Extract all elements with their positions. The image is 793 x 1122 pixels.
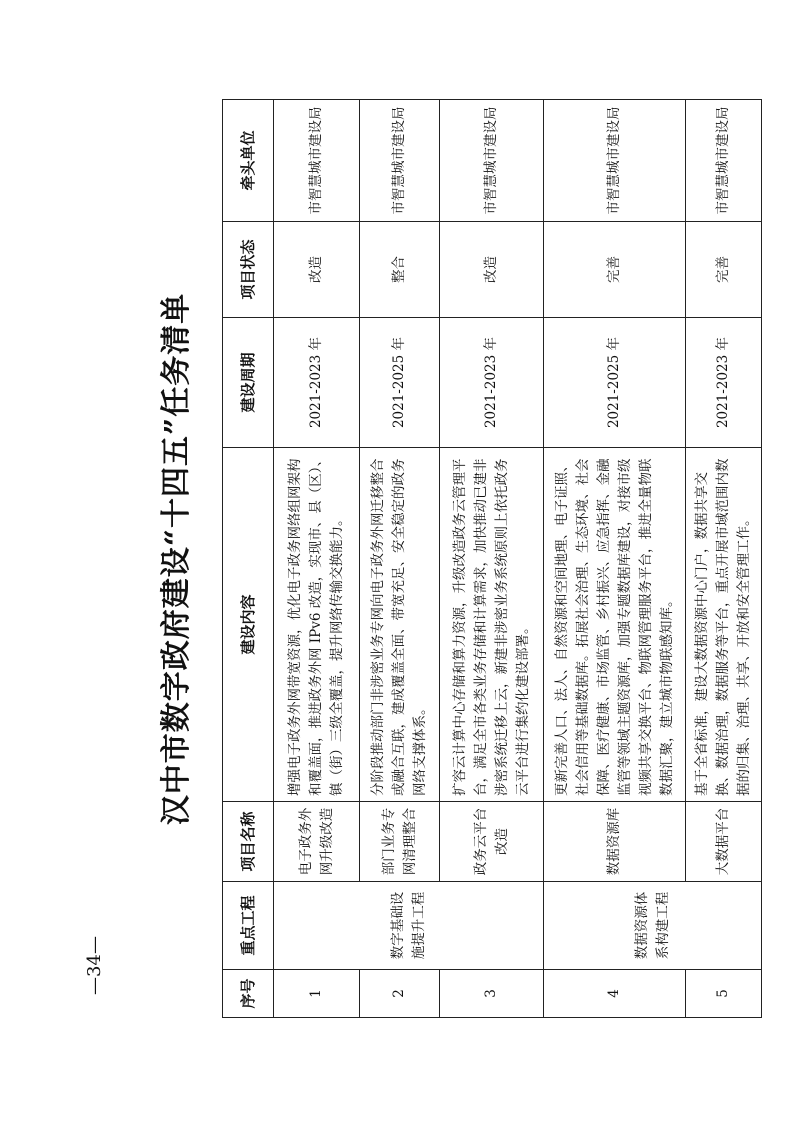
page-number-text: —34—: [83, 935, 105, 995]
row-status: 整合: [360, 222, 440, 318]
row-content: 基于全省标准，建设大数据资源中心门户，数据共享交换、数据治理，数据服务等平台，重点开展市域范围内数据的归集、治理、共享、开放和安全管理工作。: [686, 448, 762, 802]
row-period: 2021-2023 年: [440, 318, 544, 448]
row-no: 1: [274, 970, 360, 1018]
table-row: [274, 100, 360, 1018]
header-period: 建设周期: [223, 318, 274, 448]
group-name: 数字基础设施提升工程: [274, 882, 544, 970]
document-title: 汉中市数字政府建设“十四五”任务清单: [159, 292, 194, 826]
row-status: 改造: [274, 222, 360, 318]
row-project-name: 部门业务专网清理整合: [360, 802, 440, 882]
row-content: 分阶段推动部门非涉密业务专网向电子政务外网迁移整合或融合互联，建成覆盖全面、带宽充足、安全稳定的政务网络支撑体系。: [360, 448, 440, 802]
row-lead-unit: 市智慧城市建设局: [686, 100, 762, 222]
row-no: 5: [686, 970, 762, 1018]
row-lead-unit: 市智慧城市建设局: [360, 100, 440, 222]
header-lead-unit: 牵头单位: [223, 100, 274, 222]
row-status: 完善: [544, 222, 686, 318]
rotated-content: [142, 100, 758, 1018]
row-content: 增强电子政务外网带宽资源，优化电子政务网络组网架构和覆盖面，推进政务外网 IPv6 改造，实现市、县（区）、镇（街）三级全覆盖，提升网络传输交换能力。: [274, 448, 360, 802]
header-status: 项目状态: [223, 222, 274, 318]
row-period: 2021-2025 年: [360, 318, 440, 448]
row-no: 3: [440, 970, 544, 1018]
row-no: 2: [360, 970, 440, 1018]
row-period: 2021-2025 年: [544, 318, 686, 448]
row-content: 扩容云计算中心存储和算力资源，升级改造政务云管理平台，满足全市各类业务存储和计算需求，加快推动已建非涉密系统迁移上云，新建非涉密业务系统原则上依托政务云平台进行集约化建设部署。: [440, 448, 544, 802]
row-content: 更新完善人口、法人、自然资源和空间地理、电子证照、社会信用等基础数据库。拓展社会治理、生态环境、社会保障、医疗健康、市场监管、乡村振兴、应急指挥、金融监管等领域主题资源库，加强专题数据库建设，对接市级视频共享交换平台、物联网管理服务平台，推进全量物联数据汇聚，建立城市物联感知库。: [544, 448, 686, 802]
table-row: [686, 100, 762, 1018]
row-period: 2021-2023 年: [274, 318, 360, 448]
task-list-table: [222, 99, 762, 1018]
header-content: 建设内容: [223, 448, 274, 802]
row-project-name: 数据资源库: [544, 802, 686, 882]
header-no: 序号: [223, 970, 274, 1018]
header-key-project: 重点工程: [223, 882, 274, 970]
row-status: 改造: [440, 222, 544, 318]
row-no: 4: [544, 970, 686, 1018]
row-lead-unit: 市智慧城市建设局: [544, 100, 686, 222]
table-row: [360, 100, 440, 1018]
header-project-name: 项目名称: [223, 802, 274, 882]
row-project-name: 政务云平台改造: [440, 802, 544, 882]
row-lead-unit: 市智慧城市建设局: [274, 100, 360, 222]
row-status: 完善: [686, 222, 762, 318]
row-project-name: 大数据平台: [686, 802, 762, 882]
table-row: [440, 100, 544, 1018]
row-project-name: 电子政务外网升级改造: [274, 802, 360, 882]
page-number: [74, 920, 114, 1010]
group-name: 数据资源体系构建工程: [544, 882, 762, 970]
row-lead-unit: 市智慧城市建设局: [440, 100, 544, 222]
row-period: 2021-2023 年: [686, 318, 762, 448]
table-row: [544, 100, 686, 1018]
table-header-row: [223, 100, 274, 1018]
